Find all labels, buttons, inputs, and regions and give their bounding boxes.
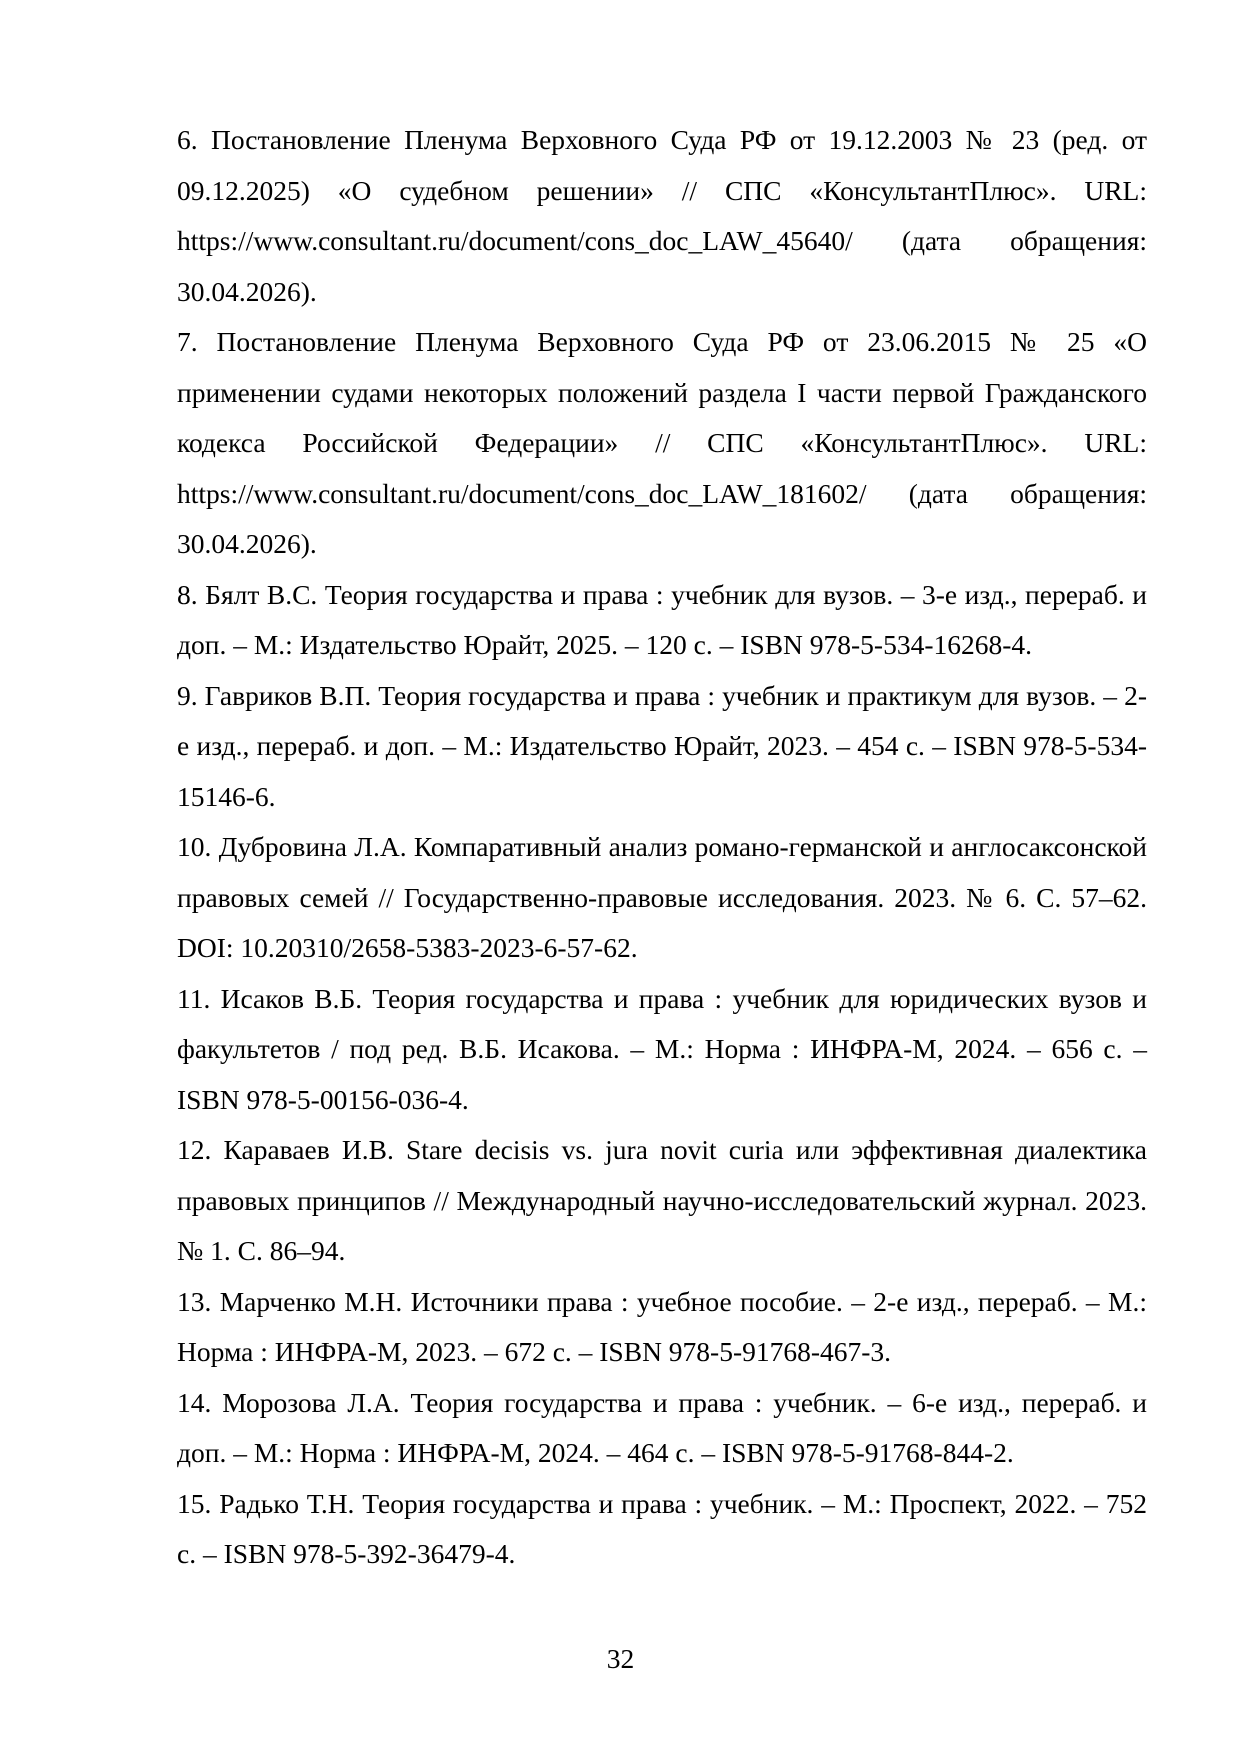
reference-item-8: 8. Бялт В.С. Теория государства и права : учебник для вузов. – 3-е изд., перераб. и доп. – М.: Издательство Юрайт, 2025. – 120 с. – ISBN 978-5-534-16268-4. [177,578,1147,660]
reference-item-15: 15. Радько Т.Н. Теория государства и права : учебник. – М.: Проспект, 2022. – 752 с. – ISBN 978-5-392-36479-4. [177,1487,1147,1569]
reference-item-6: 6. Постановление Пленума Верховного Суда РФ от 19.12.2003 № 23 (ред. от 09.12.2025) «О судебном решении» // СПС «КонсультантПлюс». URL: https://www.consultant.ru/document/cons_doc_LAW_45640/ (дата обращения: 30.04.2026). [177,124,1147,307]
reference-item-11: 11. Исаков В.Б. Теория государства и права : учебник для юридических вузов и факультетов / под ред. В.Б. Исакова. – М.: Норма : ИНФРА-М, 2024. – 656 с. – ISBN 978-5-00156-036-4. [177,982,1147,1115]
reference-list [177,115,1147,1580]
reference-item-12: 12. Караваев И.В. Stare decisis vs. jura novit curia или эффективная диалектика правовых принципов // Международный научно-исследовательский журнал. 2023. № 1. С. 86–94. [177,1134,1147,1266]
reference-item-14: 14. Морозова Л.А. Теория государства и права : учебник. – 6-е изд., перераб. и доп. – М.: Норма : ИНФРА-М, 2024. – 464 с. – ISBN 978-5-91768-844-2. [177,1386,1147,1468]
reference-item-10: 10. Дубровина Л.А. Компаративный анализ романо-германской и англосаксонской правовых семей // Государственно-правовые исследования. 2023. № 6. С. 57–62. DOI: 10.20310/2658-5383-2023-6-57-62. [177,831,1147,963]
reference-item-9: 9. Гавриков В.П. Теория государства и права : учебник и практикум для вузов. – 2-е изд., перераб. и доп. – М.: Издательство Юрайт, 2023. – 454 с. – ISBN 978-5-534-15146-6. [177,679,1147,812]
reference-item-13: 13. Марченко М.Н. Источники права : учебное пособие. – 2-е изд., перераб. – М.: Норма : ИНФРА-М, 2023. – 672 с. – ISBN 978-5-91768-467-3. [177,1285,1147,1367]
page-number: 32 [606,1643,635,1674]
reference-item-7: 7. Постановление Пленума Верховного Суда РФ от 23.06.2015 № 25 «О применении судами некоторых положений раздела I части первой Гражданского кодекса Российской Федерации» // СПС «КонсультантПлюс». URL: https://www.consultant.ru/document/cons_doc_LAW_181602/ (дата обращения: 30.04.2026). [177,326,1147,559]
